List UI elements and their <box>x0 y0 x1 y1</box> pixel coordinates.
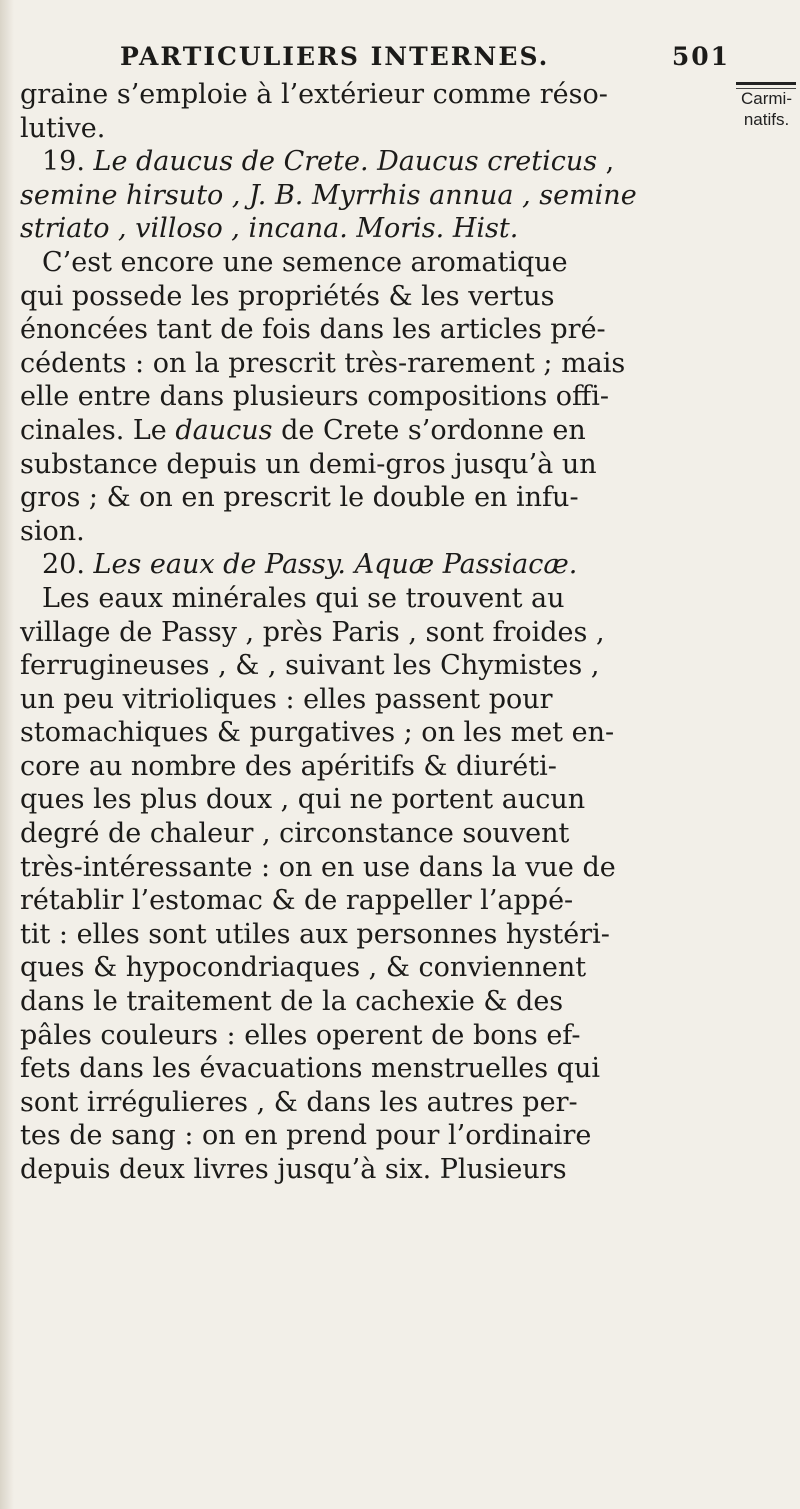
text-line: ques les plus doux , qui ne portent aucun <box>20 784 586 816</box>
text-line: dans le traitement de la cachexie & des <box>20 986 564 1018</box>
text-line: lutive. <box>20 112 106 144</box>
text-line: ques & hypocondriaques , & conviennent <box>20 952 587 984</box>
text-line: rétablir l’estomac & de rappeller l’appé- <box>20 885 574 917</box>
text-line: gros ; & on en prescrit le double en infu- <box>20 482 579 514</box>
text-line: striato , villoso , incana. Moris. Hist. <box>20 213 519 245</box>
text-line: tes de sang : on en prend pour l’ordinaire <box>20 1120 592 1152</box>
text-line: Les eaux minérales qui se trouvent au <box>42 582 565 614</box>
text-line: core au nombre des apéritifs & diuréti- <box>20 750 557 782</box>
body-text <box>20 78 720 1187</box>
margin-rule <box>736 82 796 85</box>
entry-title: Les eaux de Passy. Aquæ Passiacæ. <box>93 549 578 581</box>
text-line: tit : elles sont utiles aux personnes hystéri- <box>20 918 610 950</box>
entry-number: 19. <box>42 146 94 178</box>
text-line: sont irrégulieres , & dans les autres per- <box>20 1086 578 1118</box>
text-line: ferrugineuses , & , suivant les Chymistes , <box>20 650 600 682</box>
text-line: cédents : on la prescrit très-rarement ; mais <box>20 347 626 379</box>
text-line: sion. <box>20 515 85 547</box>
text-line: énoncées tant de fois dans les articles pré- <box>20 314 606 346</box>
text-line: fets dans les évacuations menstruelles qui <box>20 1053 600 1085</box>
text-line: depuis deux livres jusqu’à six. Plusieurs <box>20 1154 567 1185</box>
margin-note-line-1: Carmi- <box>741 89 792 108</box>
page-gutter-shadow <box>0 0 14 1509</box>
entry-19-heading: 19. Le daucus de Crete. Daucus creticus , <box>42 146 615 178</box>
text-line: village de Passy , près Paris , sont froides , <box>20 616 605 648</box>
text-line: un peu vitrioliques : elles passent pour <box>20 683 553 715</box>
entry-title: Le daucus de Crete. Daucus creticus <box>93 146 598 178</box>
page-number: 501 <box>671 42 730 71</box>
text-line: stomachiques & purgatives ; on les met en- <box>20 717 615 749</box>
text-line: substance depuis un demi-gros jusqu’à un <box>20 448 597 480</box>
entry-20-heading <box>20 548 720 582</box>
text-line: qui possede les propriétés & les vertus <box>20 280 555 312</box>
text-line: C’est encore une semence aromatique <box>42 246 568 278</box>
entry-number: 20. <box>42 549 94 581</box>
running-title: PARTICULIERS INTERNES. <box>120 42 550 71</box>
text-line: très-intéressante : on en use dans la vue de <box>20 851 616 883</box>
margin-note <box>733 88 800 130</box>
text-line: semine hirsuto , J. B. Myrrhis annua , semine <box>20 179 637 211</box>
text-line: degré de chaleur , circonstance souvent <box>20 818 570 850</box>
text-line: graine s’emploie à l’extérieur comme réso- <box>20 79 608 110</box>
margin-note-line-2: natifs. <box>743 110 790 129</box>
text-line: pâles couleurs : elles operent de bons ef- <box>20 1019 581 1051</box>
text-line: cinales. Le daucus de Crete s’ordonne en <box>20 414 586 446</box>
text-line: elle entre dans plusieurs compositions offi- <box>20 381 609 413</box>
